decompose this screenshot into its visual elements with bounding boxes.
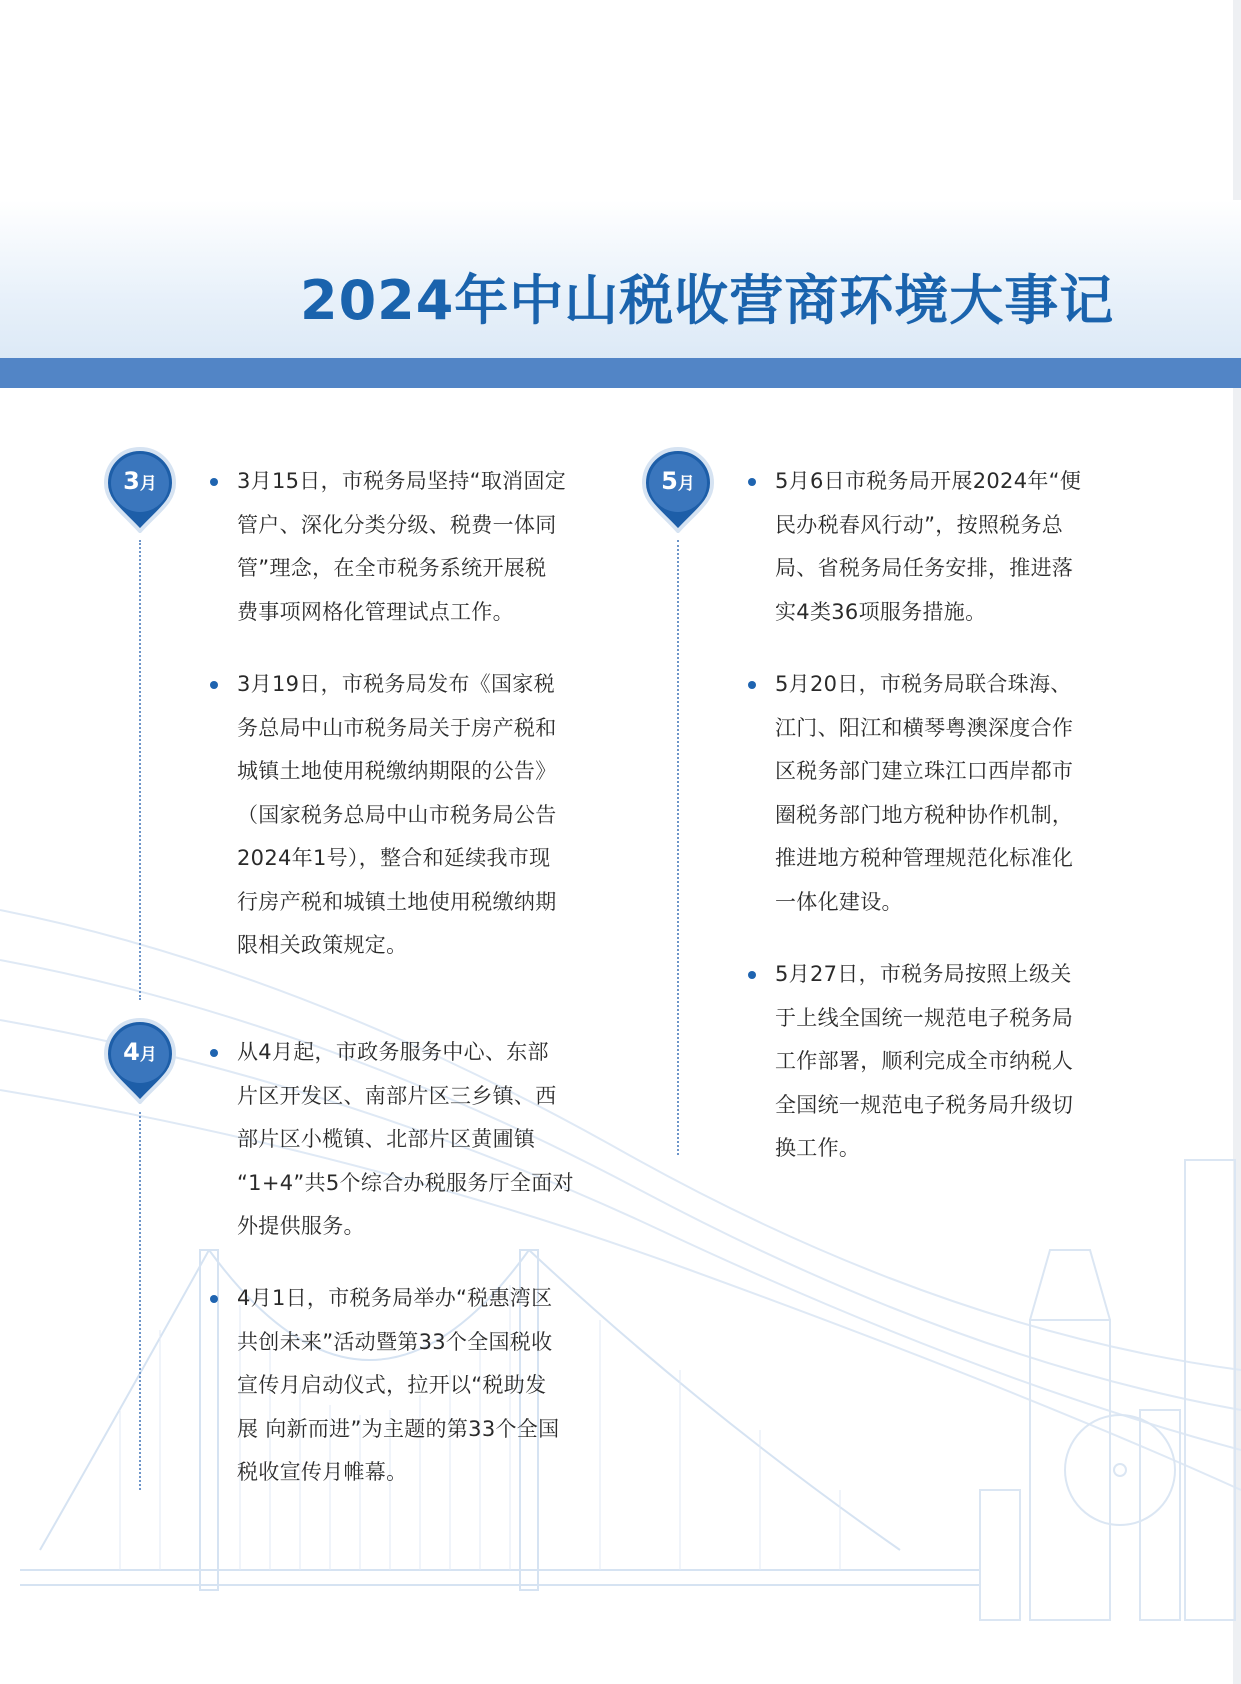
event-text-line: 区税务部门建立珠江口西岸都市 <box>775 759 1074 783</box>
event-text-line: 部片区小榄镇、北部片区黄圃镇 <box>237 1127 536 1151</box>
event-text-line: 共创未来”活动暨第33个全国税收 <box>237 1329 553 1354</box>
event-entry <box>237 1031 574 1249</box>
event-entry <box>237 460 566 634</box>
event-text-line: 税收宣传月帷幕。 <box>237 1460 408 1484</box>
month-unit: 月 <box>677 474 695 494</box>
event-text-line: 江门、阳江和横琴粤澳深度合作 <box>775 715 1074 740</box>
event-text-line: 片区开发区、南部片区三乡镇、西 <box>237 1083 557 1108</box>
event-text-line: 局、省税务局任务安排，推进落 <box>775 556 1074 580</box>
event-text-line: 一体化建设。 <box>775 889 903 914</box>
event-text-line: 展 向新而进”为主题的第33个全国 <box>237 1416 560 1441</box>
month-marker-april <box>104 1018 176 1104</box>
event-text-line: 从4月起，市政务服务中心、东部 <box>237 1040 549 1064</box>
page-title: 2024年中山税收营商环境大事记 <box>300 269 1115 332</box>
bullet-icon <box>210 1295 218 1303</box>
timeline-line-may <box>677 540 679 1155</box>
timeline-line-march <box>139 540 141 1000</box>
event-text-line: 5月27日，市税务局按照上级关 <box>775 962 1072 986</box>
event-entry <box>775 460 1081 634</box>
event-text-line: 于上线全国统一规范电子税务局 <box>775 1005 1074 1030</box>
event-text-line: 全国统一规范电子税务局升级切 <box>775 1092 1074 1117</box>
event-text-line: 圈税务部门地方税种协作机制， <box>775 802 1074 827</box>
event-text-line: “1+4”共5个综合办税服务厅全面对 <box>237 1170 574 1195</box>
event-text-line: 费事项网格化管理试点工作。 <box>237 599 514 624</box>
event-entry <box>775 663 1073 924</box>
event-text-line: 务总局中山市税务局关于房产税和 <box>237 715 557 740</box>
event-entry <box>237 663 557 968</box>
month-marker-march <box>104 447 176 533</box>
event-text-line: 5月6日市税务局开展2024年“便 <box>775 469 1082 493</box>
bullet-icon <box>210 478 218 486</box>
event-entry <box>237 1277 559 1495</box>
bullet-icon <box>748 971 756 979</box>
event-text-line: 实4类36项服务措施。 <box>775 599 987 624</box>
event-text-line: 管户、深化分类分级、税费一体同 <box>237 512 557 537</box>
event-text-line: 行房产税和城镇土地使用税缴纳期 <box>237 889 557 914</box>
event-text-line: （国家税务总局中山市税务局公告 <box>237 802 557 827</box>
event-text-line: 3月15日，市税务局坚持“取消固定 <box>237 469 567 493</box>
event-text-line: 5月20日，市税务局联合珠海、 <box>775 672 1072 696</box>
month-marker-may <box>642 447 714 533</box>
month-number: 5 <box>661 467 678 495</box>
event-text-line: 4月1日，市税务局举办“税惠湾区 <box>237 1286 553 1310</box>
bullet-icon <box>210 681 218 689</box>
event-entry <box>775 953 1073 1171</box>
timeline-line-april <box>139 1112 141 1490</box>
month-unit: 月 <box>139 474 157 494</box>
month-unit: 月 <box>139 1045 157 1065</box>
event-text-line: 工作部署，顺利完成全市纳税人 <box>775 1049 1074 1073</box>
event-text-line: 宣传月启动仪式，拉开以“税助发 <box>237 1373 547 1397</box>
event-text-line: 换工作。 <box>775 1136 861 1160</box>
bullet-icon <box>210 1049 218 1057</box>
event-text-line: 推进地方税种管理规范化标准化 <box>775 846 1074 870</box>
month-number: 4 <box>123 1038 140 1066</box>
event-text-line: 城镇土地使用税缴纳期限的公告》 <box>237 759 557 783</box>
event-text-line: 限相关政策规定。 <box>237 933 408 957</box>
event-text-line: 民办税春风行动”，按照税务总 <box>775 512 1064 537</box>
event-text-line: 3月19日，市税务局发布《国家税 <box>237 672 555 696</box>
month-number: 3 <box>123 467 140 495</box>
bullet-icon <box>748 478 756 486</box>
event-text-line: 外提供服务。 <box>237 1214 365 1238</box>
title-underline-bar <box>0 358 1241 388</box>
event-text-line: 2024年1号），整合和延续我市现 <box>237 846 551 870</box>
bullet-icon <box>748 681 756 689</box>
event-text-line: 管”理念，在全市税务系统开展税 <box>237 556 547 580</box>
